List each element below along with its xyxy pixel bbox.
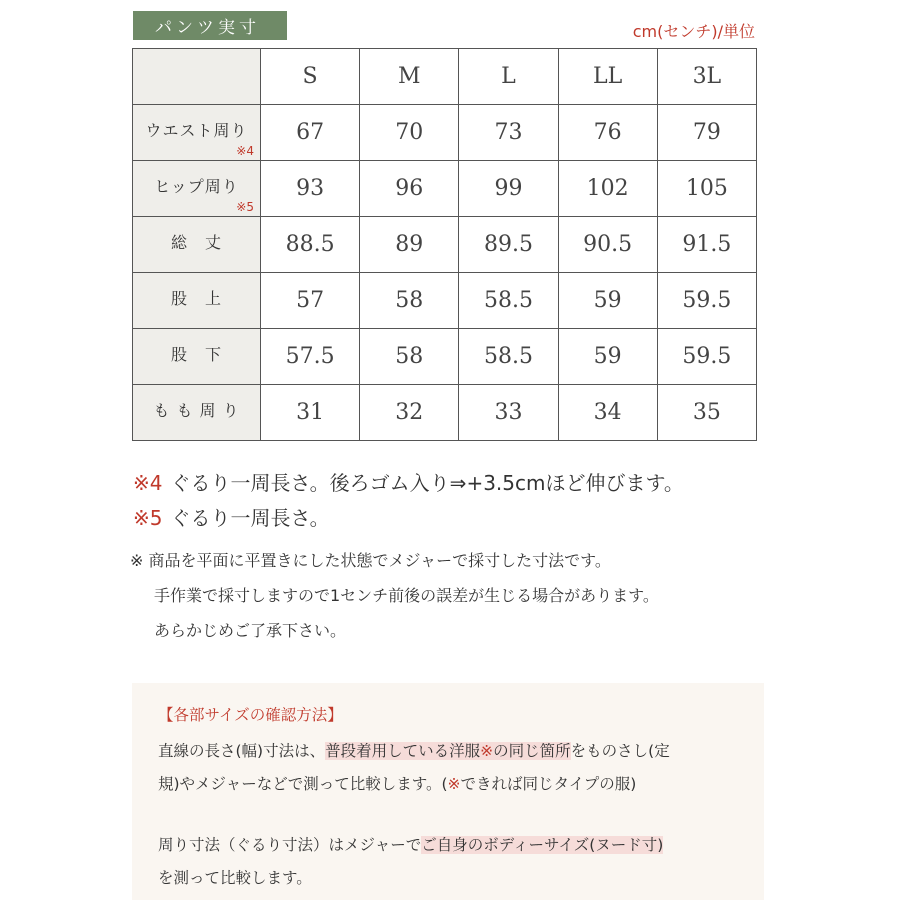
table-cell: 31 — [261, 385, 360, 441]
table-cell: 58.5 — [459, 329, 558, 385]
table-header-row — [133, 49, 757, 105]
table-cell: 57.5 — [261, 329, 360, 385]
note-5-text: ぐるり一周長さ。 — [170, 506, 330, 530]
note-4 — [133, 467, 684, 496]
note-4-mark: ※4 — [133, 471, 163, 495]
note-4-text: ぐるり一周長さ。後ろゴム入り⇒+3.5cmほど伸びます。 — [170, 471, 684, 495]
table-cell: 33 — [459, 385, 558, 441]
howto-highlight-text: ご自身のボディーサイズ(ヌード寸) — [421, 836, 664, 854]
measurement-note-line-2: 手作業で採寸しますので1センチ前後の誤差が生じる場合があります。 — [154, 586, 659, 605]
spacer — [158, 801, 740, 829]
howto-text: 周り寸法（ぐるり寸法）はメジャーで — [158, 836, 422, 854]
table-row — [133, 385, 757, 441]
howto-text: 規)やメジャーなどで測って比較します。( — [158, 775, 448, 793]
table-row — [133, 105, 757, 161]
table-row — [133, 217, 757, 273]
howto-mark: ※ — [447, 775, 461, 793]
table-cell: 105 — [657, 161, 756, 217]
measurement-note — [130, 543, 659, 648]
row-header — [133, 329, 261, 385]
row-header — [133, 217, 261, 273]
table-cell: 76 — [558, 105, 657, 161]
note-5-mark: ※5 — [133, 506, 163, 530]
howto-highlight-text: 普段着用している洋服 — [325, 742, 481, 760]
column-header: L — [459, 49, 558, 105]
table-cell: 99 — [459, 161, 558, 217]
table-cell: 32 — [360, 385, 459, 441]
table-cell: 90.5 — [558, 217, 657, 273]
howto-text: をものさし(定 — [570, 742, 670, 760]
table-cell: 58 — [360, 329, 459, 385]
column-header: LL — [558, 49, 657, 105]
table-cell: 93 — [261, 161, 360, 217]
row-label: ウエスト周り — [145, 121, 248, 140]
table-cell: 59.5 — [657, 273, 756, 329]
notes — [133, 467, 684, 537]
howto-highlight-text: の同じ箇所 — [493, 742, 571, 760]
row-note-mark: ※5 — [236, 200, 254, 214]
table-cell: 79 — [657, 105, 756, 161]
section-title: パンツ実寸 — [133, 11, 287, 40]
row-note-mark: ※4 — [236, 144, 254, 158]
howto-line-4: を測って比較します。 — [158, 869, 312, 887]
row-label: 股 上 — [170, 289, 222, 308]
table-cell: 89.5 — [459, 217, 558, 273]
measurement-note-line-3: あらかじめご了承下さい。 — [154, 621, 347, 640]
howto-text: 直線の長さ(幅)寸法は、 — [158, 742, 326, 760]
table-row — [133, 161, 757, 217]
howto-mark: ※ — [480, 742, 494, 760]
howto-line-2 — [158, 768, 740, 801]
row-header — [133, 161, 261, 217]
table-cell: 59 — [558, 273, 657, 329]
row-header — [133, 273, 261, 329]
howto-text: できれば同じタイプの服) — [460, 775, 637, 793]
table-cell: 34 — [558, 385, 657, 441]
table-cell: 73 — [459, 105, 558, 161]
howto-title: 【各部サイズの確認方法】 — [158, 706, 343, 724]
measurement-note-line-1: ※ 商品を平面に平置きにした状態でメジャーで採寸した寸法です。 — [130, 551, 611, 570]
row-header — [133, 105, 261, 161]
size-table — [132, 48, 757, 441]
table-corner-cell — [133, 49, 261, 105]
table-cell: 70 — [360, 105, 459, 161]
table-cell: 35 — [657, 385, 756, 441]
row-label: ヒップ周り — [154, 177, 239, 196]
highlight — [325, 742, 571, 760]
table-cell: 58 — [360, 273, 459, 329]
howto-line-3 — [158, 829, 740, 862]
table-cell: 58.5 — [459, 273, 558, 329]
table-cell: 88.5 — [261, 217, 360, 273]
row-header — [133, 385, 261, 441]
table-cell: 91.5 — [657, 217, 756, 273]
column-header: M — [360, 49, 459, 105]
note-5 — [133, 502, 684, 531]
column-header: 3L — [657, 49, 756, 105]
table-cell: 102 — [558, 161, 657, 217]
table-cell: 96 — [360, 161, 459, 217]
table-cell: 89 — [360, 217, 459, 273]
row-label: 総 丈 — [170, 233, 222, 252]
row-label: も も 周 り — [153, 401, 240, 420]
howto-line-1 — [158, 735, 740, 768]
table-cell: 59 — [558, 329, 657, 385]
table-cell: 67 — [261, 105, 360, 161]
unit-note: cm(センチ)/単位 — [632, 22, 755, 41]
table-row — [133, 329, 757, 385]
column-header: S — [261, 49, 360, 105]
howto-box — [132, 683, 764, 900]
row-label: 股 下 — [170, 345, 222, 364]
table-cell: 59.5 — [657, 329, 756, 385]
table-cell: 57 — [261, 273, 360, 329]
table-row — [133, 273, 757, 329]
